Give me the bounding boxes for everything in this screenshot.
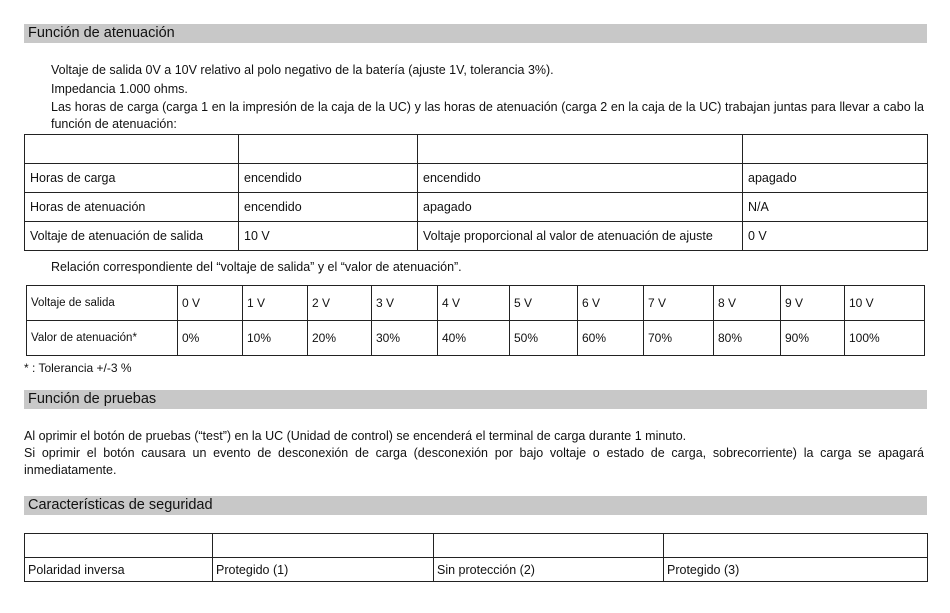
table-cell: Sin protección (2) xyxy=(434,558,664,582)
table-row xyxy=(25,558,928,582)
table-row xyxy=(27,286,925,321)
section-title-seguridad: Características de seguridad xyxy=(24,496,927,515)
table-cell: 9 V xyxy=(781,286,845,321)
table-cell xyxy=(418,135,743,164)
table-cell: 10 V xyxy=(845,286,925,321)
pruebas-line-desconexion: Si oprimir el botón causara un evento de desconexión de carga (desconexión por bajo voltaje o estado de carga, sobrecorriente) la carga se apagará inmediatamente. xyxy=(24,446,924,477)
table-cell: Valor de atenuación* xyxy=(27,321,178,356)
table-cell: 50% xyxy=(510,321,578,356)
table-cell: 100% xyxy=(845,321,925,356)
table-cell xyxy=(239,135,418,164)
table-row xyxy=(25,222,928,251)
table-cell: Horas de carga xyxy=(25,164,239,193)
table-cell: encendido xyxy=(239,193,418,222)
table-cell: 10% xyxy=(243,321,308,356)
table-cell: 90% xyxy=(781,321,845,356)
pruebas-line-test: Al oprimir el botón de pruebas (“test”) en la UC (Unidad de control) se encenderá el terminal de carga durante 1 minuto. xyxy=(24,429,687,443)
table-cell: encendido xyxy=(239,164,418,193)
table-cell: Protegido (1) xyxy=(213,558,434,582)
table-cell xyxy=(434,534,664,558)
atenuacion-line-horas: Las horas de carga (carga 1 en la impresión de la caja de la UC) y las horas de atenuación (carga 2 en la caja de la UC) trabajan juntas para llevar a cabo la función de atenuación: xyxy=(51,100,924,131)
tolerance-note: * : Tolerancia +/-3 % xyxy=(24,361,132,375)
table-cell: apagado xyxy=(418,193,743,222)
table-cell: Horas de atenuación xyxy=(25,193,239,222)
table-row xyxy=(25,534,928,558)
table-cell: 4 V xyxy=(438,286,510,321)
table-cell: 40% xyxy=(438,321,510,356)
table-cell: 80% xyxy=(714,321,781,356)
table-cell: Voltaje de atenuación de salida xyxy=(25,222,239,251)
table-cell: 5 V xyxy=(510,286,578,321)
table-cell: 0% xyxy=(178,321,243,356)
seguridad-table xyxy=(24,533,928,582)
section-title-atenuacion: Función de atenuación xyxy=(24,24,927,43)
atenuacion-line-impedancia: Impedancia 1.000 ohms. xyxy=(51,82,188,96)
section-title-pruebas: Función de pruebas xyxy=(24,390,927,409)
table-cell: 1 V xyxy=(243,286,308,321)
relation-caption: Relación correspondiente del “voltaje de salida” y el “valor de atenuación”. xyxy=(51,260,462,274)
table-cell: N/A xyxy=(743,193,928,222)
table-cell: 10 V xyxy=(239,222,418,251)
atenuacion-table xyxy=(24,134,928,251)
relation-table xyxy=(26,285,925,356)
table-cell: 0 V xyxy=(178,286,243,321)
table-cell: 0 V xyxy=(743,222,928,251)
table-cell: encendido xyxy=(418,164,743,193)
table-cell xyxy=(25,135,239,164)
table-row xyxy=(27,321,925,356)
table-cell: 6 V xyxy=(578,286,644,321)
table-cell: Protegido (3) xyxy=(664,558,928,582)
table-cell: apagado xyxy=(743,164,928,193)
table-cell xyxy=(213,534,434,558)
table-cell: Polaridad inversa xyxy=(25,558,213,582)
table-row xyxy=(25,164,928,193)
table-cell: 2 V xyxy=(308,286,372,321)
table-cell: Voltaje de salida xyxy=(27,286,178,321)
atenuacion-line-voltaje: Voltaje de salida 0V a 10V relativo al polo negativo de la batería (ajuste 1V, tolerancia 3%). xyxy=(51,63,554,77)
table-cell: 70% xyxy=(644,321,714,356)
table-cell xyxy=(664,534,928,558)
table-row xyxy=(25,135,928,164)
table-cell xyxy=(25,534,213,558)
table-row xyxy=(25,193,928,222)
table-cell: Voltaje proporcional al valor de atenuación de ajuste xyxy=(418,222,743,251)
table-cell: 8 V xyxy=(714,286,781,321)
table-cell: 7 V xyxy=(644,286,714,321)
table-cell: 30% xyxy=(372,321,438,356)
table-cell: 3 V xyxy=(372,286,438,321)
table-cell xyxy=(743,135,928,164)
table-cell: 20% xyxy=(308,321,372,356)
table-cell: 60% xyxy=(578,321,644,356)
